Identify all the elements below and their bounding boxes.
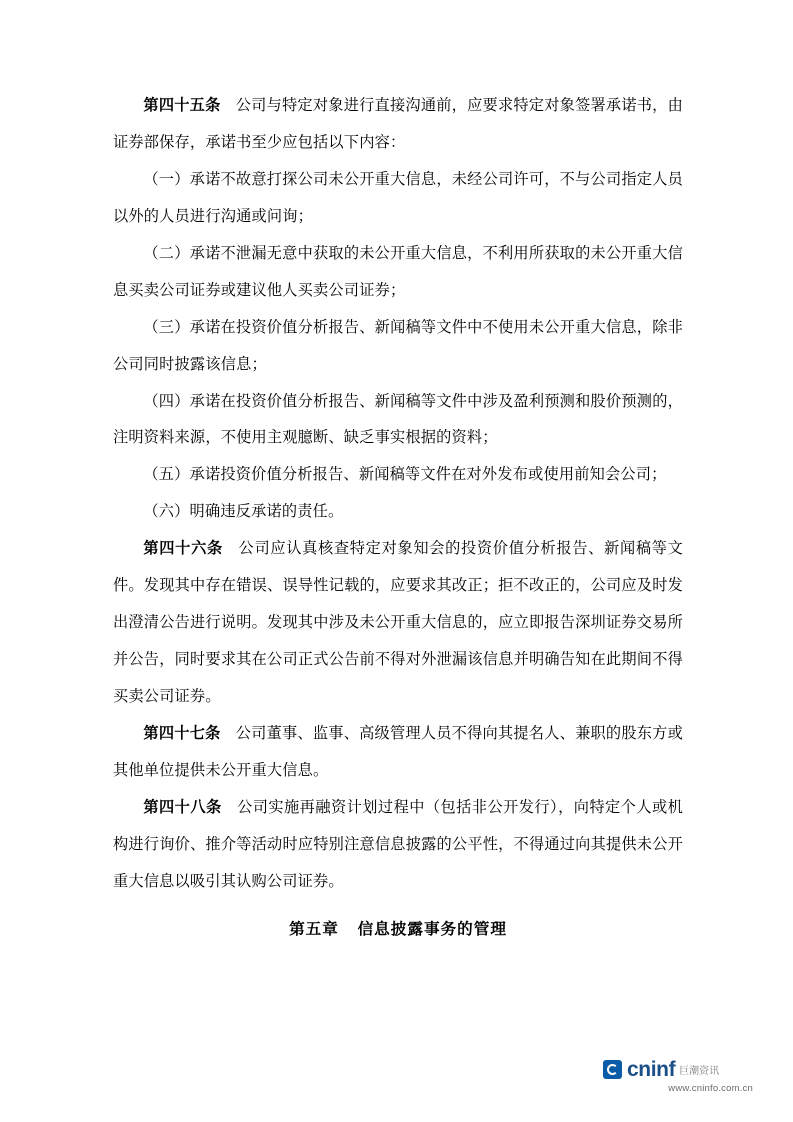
- article-number: 第四十六条: [143, 540, 223, 558]
- paragraph-article-45-item-3: [113, 310, 683, 384]
- clause-text: （二）承诺不泄漏无意中获取的未公开重大信息，不利用所获取的未公开重大信息买卖公司证券或建议他人买卖公司证券；: [113, 244, 683, 299]
- logo-chinese-name: 巨潮资讯: [679, 1066, 720, 1077]
- paragraph-article-46: [113, 531, 683, 716]
- paragraph-article-45: [113, 88, 683, 162]
- chapter-heading: [113, 911, 683, 949]
- clause-text: （三）承诺在投资价值分析报告、新闻稿等文件中不使用未公开重大信息，除非公司同时披露该信息；: [113, 318, 683, 373]
- paragraph-article-47: [113, 716, 683, 790]
- article-text: 公司实施再融资计划过程中（包括非公开发行），向特定个人或机构进行询价、推介等活动时应特别注意信息披露的公平性，不得通过向其提供未公开重大信息以吸引其认购公司证券。: [113, 798, 684, 890]
- article-text: 公司与特定对象进行直接沟通前，应要求特定对象签署承诺书，由证券部保存，承诺书至少应包括以下内容：: [113, 97, 683, 151]
- article-text: 公司董事、监事、高级管理人员不得向其提名人、兼职的股东方或其他单位提供未公开重大信息。: [113, 724, 683, 779]
- document-body: [113, 88, 683, 949]
- chapter-title: 信息披露事务的管理: [357, 920, 507, 938]
- clause-text: （一）承诺不故意打探公司未公开重大信息，未经公司许可，不与公司指定人员以外的人员进行沟通或问询；: [113, 170, 683, 225]
- cninfo-logo-icon: [603, 1060, 622, 1079]
- article-number: 第四十五条: [143, 97, 221, 114]
- footer-watermark: [603, 1059, 753, 1094]
- paragraph-article-45-item-4: [113, 384, 683, 458]
- article-number: 第四十七条: [143, 724, 221, 742]
- logo-url: www.cninfo.com.cn: [668, 1083, 753, 1094]
- article-number: 第四十八条: [143, 798, 222, 816]
- chapter-number: 第五章: [289, 920, 339, 938]
- paragraph-article-45-item-2: [113, 236, 683, 310]
- paragraph-article-48: [113, 790, 683, 901]
- logo-row: [603, 1059, 753, 1080]
- paragraph-article-45-item-5: [113, 457, 683, 494]
- paragraph-article-45-item-1: [113, 162, 683, 236]
- clause-text: （五）承诺投资价值分析报告、新闻稿等文件在对外发布或使用前知会公司；: [143, 466, 667, 484]
- paragraph-article-45-item-6: [113, 494, 683, 531]
- clause-text: （四）承诺在投资价值分析报告、新闻稿等文件中涉及盈利预测和股价预测的，注明资料来源，不使用主观臆断、缺乏事实根据的资料；: [113, 392, 683, 447]
- clause-text: （六）明确违反承诺的责任。: [143, 503, 344, 521]
- article-text: 公司应认真核查特定对象知会的投资价值分析报告、新闻稿等文件。发现其中存在错误、误导性记载的，应要求其改正；拒不改正的，公司应及时发出澄清公告进行说明。发现其中涉及未公开重大信息的，应立即报告深圳证券交易所并公告，同时要求其在公司正式公告前不得对外泄漏该信息并明确告知在此期间不得买卖公司证券。: [113, 540, 684, 705]
- logo-wordmark: cninf: [627, 1058, 676, 1081]
